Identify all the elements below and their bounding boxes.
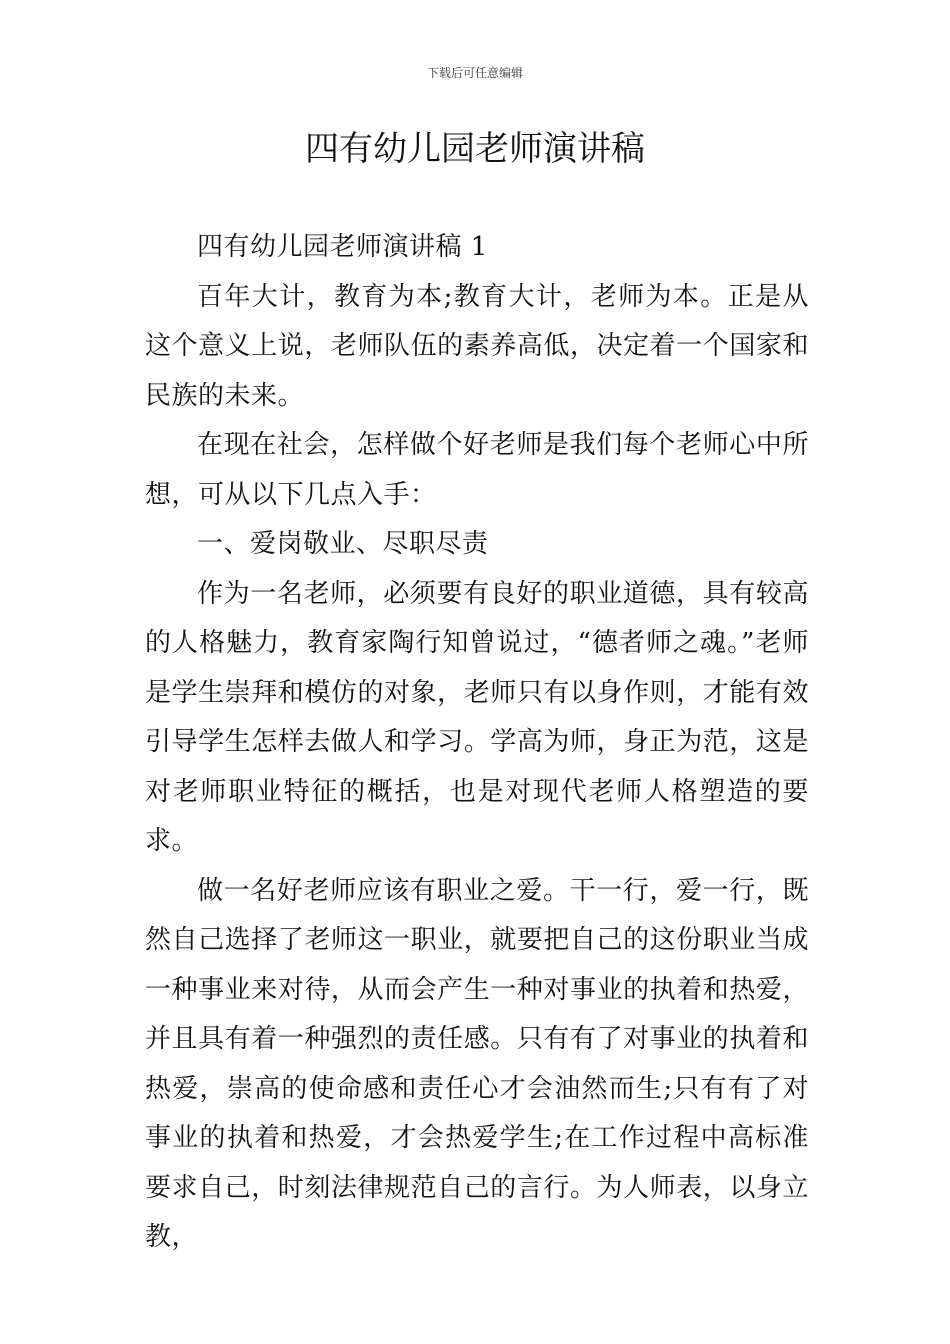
paragraph: 百年大计，教育为本;教育大计，老师为本。正是从这个意义上说，老师队伍的素养高低，决定着一个国家和民族的未来。 [145,281,809,411]
subsection-heading: 一、爱岗敬业、尽职尽责 [197,529,489,559]
paragraph: 在现在社会，怎样做个好老师是我们每个老师心中所想，可从以下几点入手： [145,430,809,510]
paragraph: 作为一名老师，必须要有良好的职业道德，具有较高的人格魅力，教育家陶行知曾说过，“德者师之魂。”老师是学生崇拜和模仿的对象，老师只有以身作则，才能有效引导学生怎样去做人和学习。学高为师，身正为范，这是对老师职业特征的概括，也是对现代老师人格塑造的要求。 [145,578,809,856]
paragraph: 做一名好老师应该有职业之爱。干一行，爱一行，既然自己选择了老师这一职业，就要把自己的这份职业当成一种事业来对待，从而会产生一种对事业的执着和热爱，并且具有着一种强烈的责任感。只有有了对事业的执着和热爱，崇高的使命感和责任心才会油然而生;只有有了对事业的执着和热爱，才会热爱学生;在工作过程中高标准要求自己，时刻法律规范自己的言行。为人师表，以身立教， [145,875,809,1252]
document-body [145,223,809,1263]
document-title: 四有幼儿园老师演讲稿 [305,129,645,169]
section-heading: 四有幼儿园老师演讲稿 1 [197,232,488,262]
header-note: 下载后可任意编辑 [426,66,523,80]
